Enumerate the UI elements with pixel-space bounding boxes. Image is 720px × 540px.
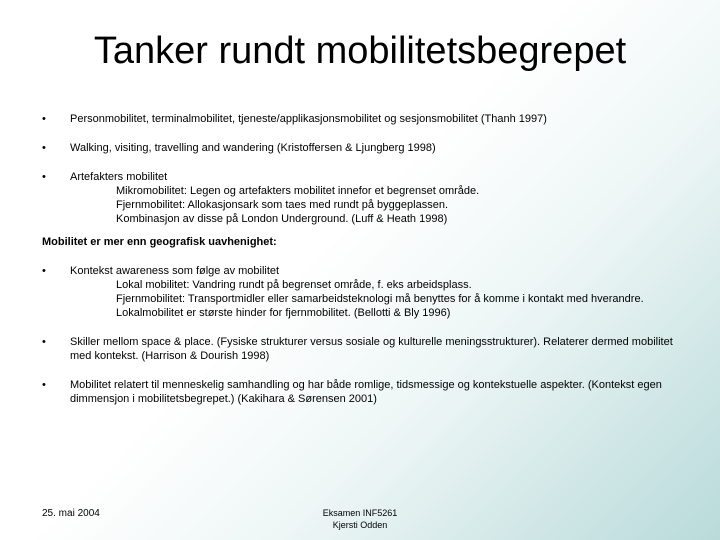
list-item — [40, 170, 680, 226]
item-text: Personmobilitet, terminalmobilitet, tjeneste/applikasjonsmobilitet og sesjonsmobilitet (Thanh 1997) — [70, 113, 547, 125]
footer-info — [280, 507, 440, 531]
slide-content — [40, 110, 680, 406]
footer-author: Kjersti Odden — [332, 520, 388, 530]
list-item — [40, 264, 680, 320]
list-item — [40, 378, 680, 406]
bullet: • — [42, 113, 46, 125]
bullet: • — [42, 265, 46, 277]
bullet: • — [42, 142, 46, 154]
footer-course: Eksamen INF5261 — [322, 508, 398, 518]
list-item — [40, 141, 680, 155]
bullet: • — [42, 379, 46, 391]
item-text: Kontekst awareness som følge av mobilitet — [70, 265, 280, 277]
sub-item: Kombinasjon av disse på London Underground. (Luff & Heath 1998) — [116, 213, 448, 225]
slide-title: Tanker rundt mobilitetsbegrepet — [93, 30, 627, 72]
footer-date: 25. mai 2004 — [42, 508, 100, 519]
item-text: Walking, visiting, travelling and wandering (Kristoffersen & Ljungberg 1998) — [70, 142, 436, 154]
list-item — [40, 335, 680, 363]
bullet: • — [42, 336, 46, 348]
item-text: Artefakters mobilitet — [70, 171, 168, 183]
section-heading: Mobilitet er mer enn geografisk uavhenighet: — [42, 236, 277, 248]
item-text: Skiller mellom space & place. (Fysiske strukturer versus sosiale og kulturelle meningsstrukturer). Relaterer dermed mobilitet med kontekst. (Harrison & Dourish 1998) — [70, 336, 673, 362]
list-item — [40, 112, 680, 126]
sub-item: Fjernmobilitet: Allokasjonsark som taes med rundt på byggeplassen. — [116, 199, 449, 211]
sub-item: Fjernmobilitet: Transportmidler eller samarbeidsteknologi må benyttes for å komme i kontakt med hverandre. Lokalmobilitet er største hinder for fjernmobilitet. (Bellotti & Bly 1996) — [116, 293, 644, 319]
sub-item: Lokal mobilitet: Vandring rundt på begrenset område, f. eks arbeidsplass. — [116, 279, 472, 291]
item-text: Mobilitet relatert til menneskelig samhandling og har både romlige, tidsmessige og kontekstuelle aspekter. (Kontekst egen dimmensjon i mobilitetsbegrepet.) (Kakihara & Sørensen 2001) — [70, 379, 662, 405]
bullet: • — [42, 171, 46, 183]
sub-item: Mikromobilitet: Legen og artefakters mobilitet innefor et begrenset område. — [116, 185, 480, 197]
